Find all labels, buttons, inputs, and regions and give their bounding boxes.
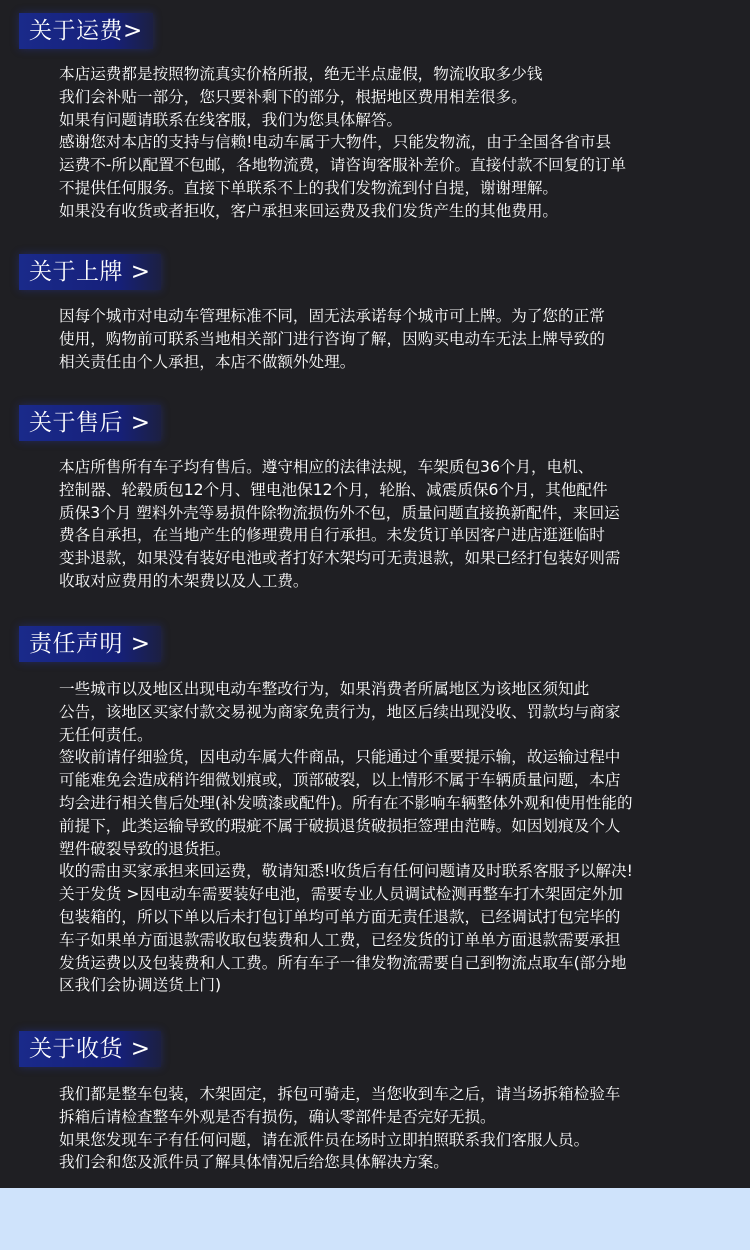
- text-line: 本店所售所有车子均有售后。遵守相应的法律法规，车架质包36个月，电机、: [59, 458, 594, 476]
- section-heading-after-sales: 关于售后 >: [19, 405, 161, 441]
- text-line: 收的需由买家承担来回运费，敬请知悉!收货后有任何问题请及时联系客服予以解决!: [59, 862, 633, 881]
- text-line: 因每个城市对电动车管理标准不同，固无法承诺每个城市可上牌。为了您的正常: [59, 307, 605, 325]
- text-line: 本店运费都是按照物流真实价格所报，绝无半点虚假，物流收取多少钱: [59, 65, 543, 83]
- text-line: 如果您发现车子有任何问题，请在派件员在场时立即拍照联系我们客服人员。: [59, 1130, 590, 1149]
- text-line: 前提下，此类运输导致的瑕疵不属于破损退货破损拒签理由范畴。如因划痕及个人: [59, 816, 621, 835]
- text-line: 塑件破裂导致的退货拒。: [59, 839, 231, 858]
- text-line: 使用，购物前可联系当地相关部门进行咨询了解，因购买电动车无法上牌导致的: [59, 329, 605, 348]
- text-line: 如果有问题请联系在线客服，我们为您具体解答。: [59, 110, 403, 129]
- text-line: 均会进行相关售后处理(补发喷漆或配件)。所有在不影响车辆整体外观和使用性能的: [59, 793, 633, 812]
- text-line: 签收前请仔细验货，因电动车属大件商品，只能通过个重要提示输，故运输过程中: [59, 748, 621, 767]
- text-line: 我们会补贴一部分，您只要补剩下的部分，根据地区费用相差很多。: [59, 87, 527, 106]
- text-line: 如果没有收货或者拒收，客户承担来回运费及我们发货产生的其他费用。: [59, 201, 559, 220]
- text-line: 运费不-所以配置不包邮，各地物流费，请咨询客服补差价。直接付款不回复的订单: [59, 156, 627, 175]
- section-body-shipping: [59, 63, 747, 223]
- section-heading-license-plate: 关于上牌 >: [19, 254, 161, 290]
- section-heading-disclaimer: 责任声明 >: [19, 626, 161, 662]
- section-heading-shipping: 关于运费>: [19, 13, 153, 49]
- text-line: 我们会和您及派件员了解具体情况后给您具体解决方案。: [59, 1153, 449, 1172]
- section-body-disclaimer: [59, 678, 747, 997]
- text-line: 公告，该地区买家付款交易视为商家免责行为，地区后续出现没收、罚款均与商家: [59, 702, 621, 721]
- text-line: 相关责任由个人承担，本店不做额外处理。: [59, 352, 356, 371]
- text-line: 一些城市以及地区出现电动车整改行为，如果消费者所属地区为该地区须知此: [59, 680, 590, 698]
- footer-band: [0, 1188, 750, 1250]
- section-body-receiving: [59, 1083, 747, 1174]
- text-line: 包装箱的，所以下单以后未打包订单均可单方面无责任退款，已经调试打包完毕的: [59, 907, 621, 926]
- text-line: 控制器、轮毂质包12个月、锂电池保12个月，轮胎、减震质保6个月，其他配件: [59, 480, 608, 499]
- text-line: 关于发货 >因电动车需要装好电池，需要专业人员调试检测再整车打木架固定外加: [59, 885, 623, 904]
- section-body-license-plate: [59, 305, 747, 373]
- text-line: 变卦退款，如果没有装好电池或者打好木架均可无责退款，如果已经打包装好则需: [59, 549, 621, 568]
- text-line: 费各自承担，在当地产生的修理费用自行承担。未发货订单因客户进店逛逛临时: [59, 526, 605, 545]
- text-line: 发货运费以及包装费和人工费。所有车子一律发物流需要自己到物流点取车(部分地: [59, 953, 627, 972]
- section-body-after-sales: [59, 456, 747, 593]
- text-line: 质保3个月 塑料外壳等易损件除物流损伤外不包，质量问题直接换新配件，来回运: [59, 503, 620, 522]
- text-line: 可能难免会造成稍许细微划痕或，顶部破裂，以上情形不属于车辆质量问题，本店: [59, 771, 621, 790]
- text-line: 我们都是整车包装，木架固定，拆包可骑走，当您收到车之后，请当场拆箱检验车: [59, 1085, 621, 1103]
- text-line: 无任何责任。: [59, 725, 153, 744]
- text-line: 不提供任何服务。直接下单联系不上的我们发物流到付自提，谢谢理解。: [59, 178, 559, 197]
- text-line: 感谢您对本店的支持与信赖!电动车属于大物件，只能发物流，由于全国各省市县: [59, 133, 612, 152]
- text-line: 收取对应费用的木架费以及人工费。: [59, 571, 309, 590]
- section-heading-receiving: 关于收货 >: [19, 1031, 161, 1067]
- text-line: 车子如果单方面退款需收取包装费和人工费，已经发货的订单单方面退款需要承担: [59, 930, 621, 949]
- text-line: 区我们会协调送货上门): [59, 976, 222, 995]
- text-line: 拆箱后请检查整车外观是否有损伤，确认零部件是否完好无损。: [59, 1107, 496, 1126]
